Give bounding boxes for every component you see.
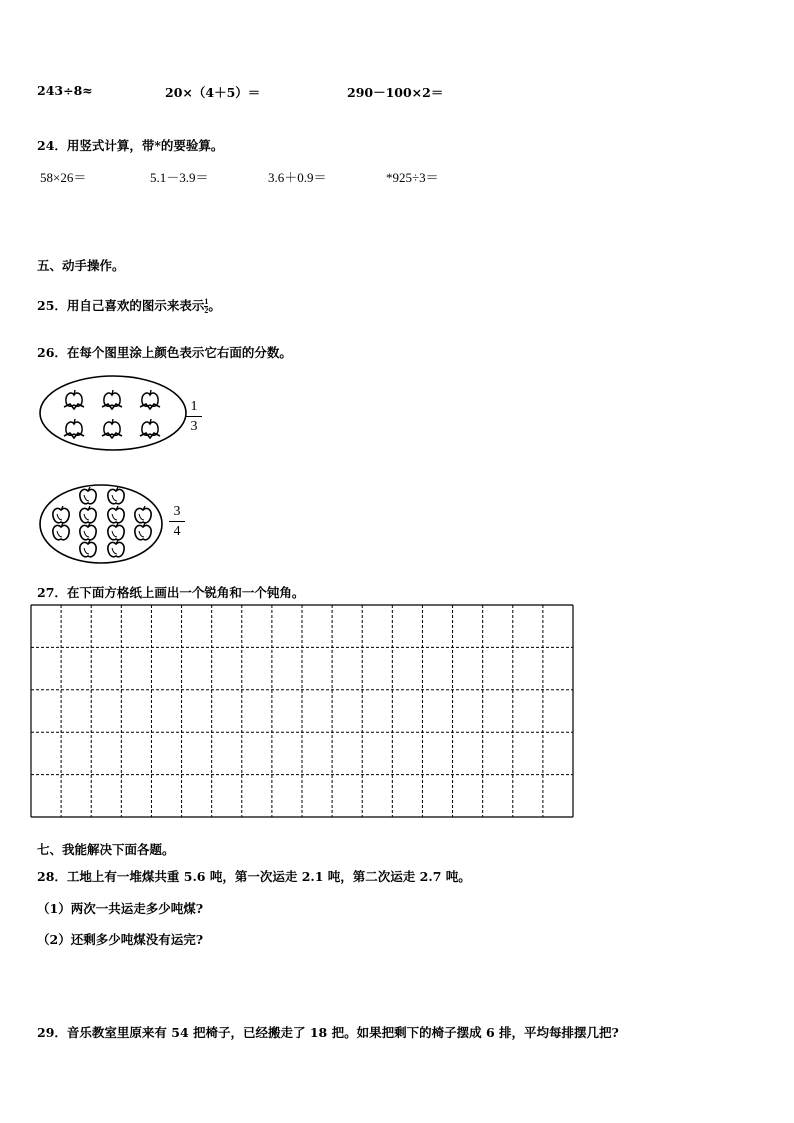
fig2-frac-den: 4 <box>173 524 181 539</box>
peach-icon <box>140 419 160 438</box>
q24-expr-3: 3.6＋0.9＝ <box>268 170 327 185</box>
q28-title: 28．工地上有一堆煤共重 5.6 吨，第一次运走 2.1 吨，第二次运走 2.7 吨。 <box>37 869 471 884</box>
oral-expr-1: 243÷8≈ <box>37 83 93 98</box>
peach-icon <box>64 390 84 409</box>
q24-expr-1: 58×26＝ <box>40 170 87 185</box>
section5-title: 五、动手操作。 <box>37 258 125 273</box>
q25-question <box>37 296 221 315</box>
peach-icon <box>140 390 160 409</box>
apple-icon <box>135 523 151 540</box>
fig1-frac-den: 3 <box>190 419 198 434</box>
q25-frac-num: 1 <box>204 297 209 306</box>
grid-lines <box>31 605 573 817</box>
apple-icon <box>80 540 96 557</box>
q28-sub-1: （1）两次一共运走多少吨煤? <box>37 901 204 916</box>
apple-group <box>53 487 151 557</box>
peach-icon <box>64 419 84 438</box>
apple-icon <box>108 540 124 557</box>
fig1-frac-bar <box>186 416 202 417</box>
fig2-fraction <box>169 503 185 540</box>
peach-group <box>64 390 160 438</box>
peach-oval-figure <box>38 373 188 453</box>
apple-icon <box>53 506 69 523</box>
q26-title: 26．在每个图里涂上颜色表示它右面的分数。 <box>37 345 292 360</box>
fig1-frac-num: 1 <box>190 399 198 414</box>
oral-expr-2: 20×（4＋5）＝ <box>165 85 261 100</box>
q29-title: 29．音乐教室里原来有 54 把椅子，已经搬走了 18 把。如果把剩下的椅子摆成 6 排，平均每排摆几把? <box>37 1025 619 1040</box>
q28-sub-2: （2）还剩多少吨煤没有运完? <box>37 932 204 947</box>
peach-icon <box>102 390 122 409</box>
q25-text: 25．用自己喜欢的图示来表示 <box>37 298 205 313</box>
apple-icon <box>135 506 151 523</box>
apple-icon <box>80 487 96 504</box>
q27-title: 27．在下面方格纸上画出一个锐角和一个钝角。 <box>37 585 305 600</box>
grid-paper <box>31 605 573 817</box>
q24-title: 24．用竖式计算，带*的要验算。 <box>37 138 224 153</box>
apple-icon <box>108 487 124 504</box>
fig2-frac-bar <box>169 521 185 522</box>
apple-icon <box>53 523 69 540</box>
apple-icon <box>108 523 124 540</box>
oval-outline <box>40 376 186 450</box>
oral-expr-3: 290－100×2＝ <box>347 85 444 100</box>
q25-frac-den: 2 <box>204 306 209 315</box>
fig1-fraction <box>186 398 202 435</box>
peach-icon <box>102 419 122 438</box>
section7-title: 七、我能解决下面各题。 <box>37 842 175 857</box>
oval-outline <box>40 485 162 563</box>
apple-icon <box>80 523 96 540</box>
apple-oval-figure <box>38 482 168 566</box>
apple-icon <box>108 506 124 523</box>
q24-expr-2: 5.1－3.9＝ <box>150 170 209 185</box>
q24-expr-4: *925÷3＝ <box>386 170 439 185</box>
apple-icon <box>80 506 96 523</box>
fig2-frac-num: 3 <box>173 504 181 519</box>
q25-end: 。 <box>208 298 221 313</box>
